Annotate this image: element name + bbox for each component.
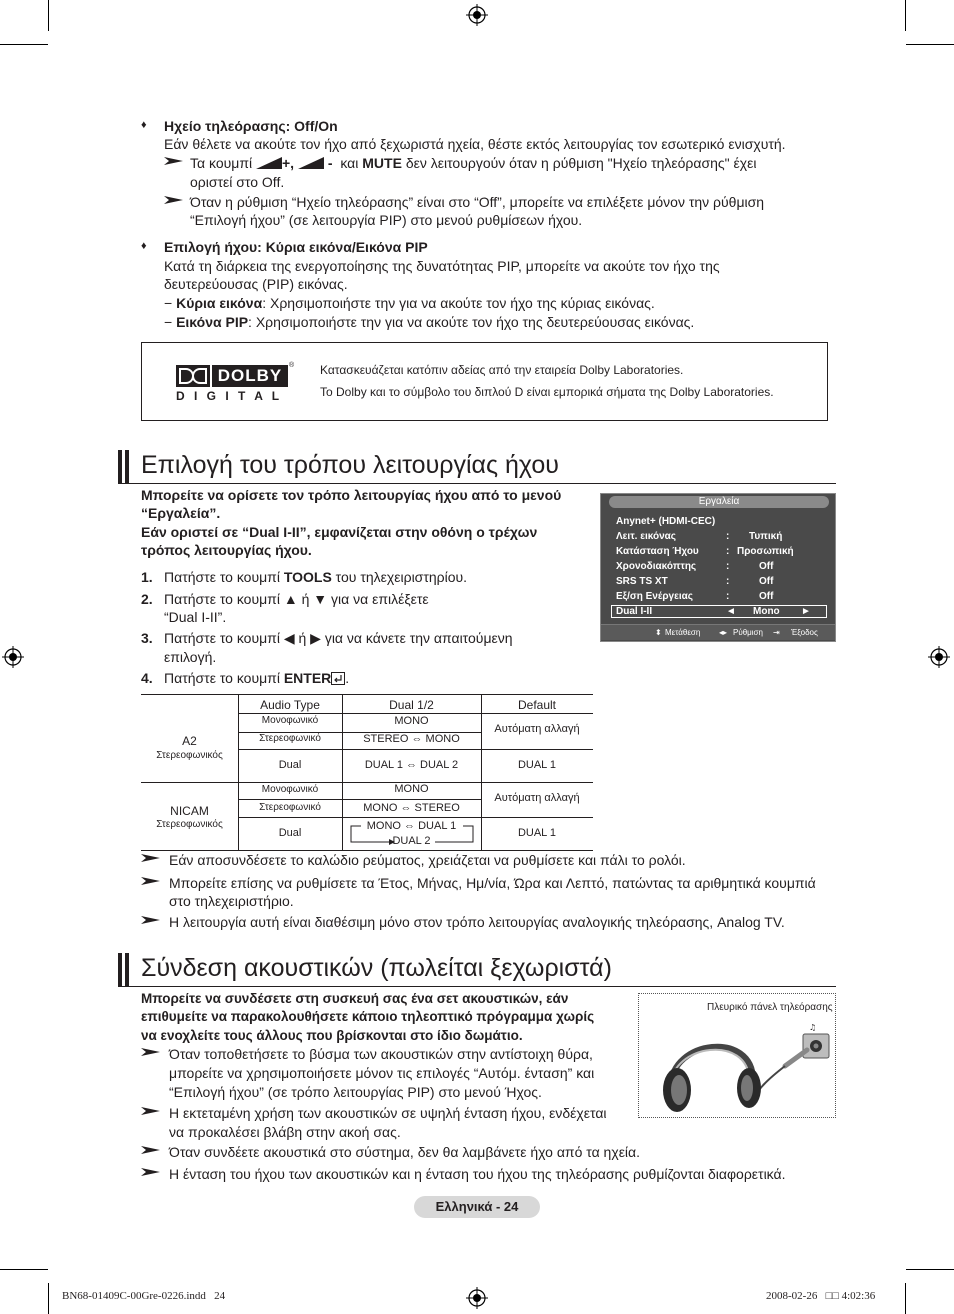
crop-mark (0, 44, 48, 45)
menu-footer (601, 624, 835, 640)
table-row-line (238, 799, 481, 800)
volume-up-icon (256, 157, 282, 169)
headphone-illustration-box (638, 993, 836, 1118)
menu-item-sep: : (726, 591, 730, 602)
dash-item: − Κύρια εικόνα: Χρησιμοποιήστε την για να ακούτε τον ήχο της κύριας εικόνας. (164, 295, 655, 311)
crop-mark (906, 44, 954, 45)
svg-text:♫: ♫ (809, 1023, 817, 1032)
menu-item-value: Off (759, 576, 774, 587)
note-text: Τα κουμπί (190, 155, 253, 171)
exit-icon: ⇥ (773, 628, 780, 637)
item-title: Ηχείο τηλεόρασης: Off/On (164, 118, 338, 134)
table-header-cell (141, 694, 238, 714)
right-arrow-icon[interactable]: ► (801, 606, 811, 617)
table-cell: Μονοφωνικό (261, 784, 319, 795)
table-cell: MONO ⇔ DUAL 1 (366, 820, 457, 832)
menu-item-label: SRS TS XT (616, 576, 668, 587)
note-line: οριστεί στο Off. (190, 174, 285, 190)
table-header-cell: Default (481, 694, 593, 714)
note-line: Όταν τοποθετήσετε το βύσμα των ακουστικών στην αντίστοιχη θύρα, (169, 1046, 593, 1062)
step-number: 3. (141, 630, 153, 646)
dash-item-term: Κύρια εικόνα (176, 295, 263, 311)
crop-mark (0, 1269, 48, 1270)
menu-item-sep: : (726, 546, 730, 557)
table-cell: DUAL 2 (392, 835, 431, 847)
step-line: “Dual I-II”. (164, 609, 227, 625)
minus-label: - (327, 155, 333, 171)
note-line: μπορείτε να χρησιμοποιήσετε μόνον τις επιλογές “Αυτόμ. ένταση” και (169, 1065, 595, 1081)
page-title: Επιλογή του τρόπου λειτουργίας ήχου (141, 451, 559, 479)
table-cell: DUAL 1 (517, 827, 557, 839)
note-arrow-icon (141, 876, 161, 886)
table-cell: MONO (394, 783, 429, 795)
step-text: του τηλεχειριστηρίου. (331, 569, 468, 585)
registration-mark-icon (928, 646, 950, 668)
step-line (141, 629, 513, 648)
step-number: 1. (141, 569, 153, 585)
tools-key-label: TOOLS (283, 569, 332, 585)
table-header-cell: Audio Type (238, 694, 342, 714)
note-line: Όταν η ρύθμιση “Ηχείο τηλεόρασης” είναι στο “Off”, μπορείτε να επιλέξετε μόνον την ρύθμιση (190, 194, 765, 210)
menu-item-label: Χρονοδιακόπτης (616, 561, 697, 572)
note-line: “Επιλογή ήχου” (σε τρόπο λειτουργίας PIP) στο μενού Ήχος. (169, 1084, 542, 1100)
table-cell: MONO (394, 715, 429, 727)
note-line: Η ένταση του ήχου των ακουστικών και η ένταση του ήχου της τηλεόρασης ρυθμίζονται διαφορετικά. (169, 1166, 786, 1182)
menu-footer-adjust: Ρύθμιση (733, 628, 763, 637)
step-number: 2. (141, 591, 153, 607)
menu-item-value: Τυπική (749, 531, 783, 542)
updown-icon: ⬍ (655, 628, 662, 637)
menu-item-label: Κατάσταση Ήχου (616, 546, 699, 557)
diamond-bullet-icon: ♦ (141, 240, 147, 252)
step-number: 4. (141, 670, 153, 686)
note-text: και (340, 155, 359, 171)
table-cell: DUAL 1 ⇔ DUAL 2 (364, 759, 459, 771)
note-arrow-icon (141, 1167, 161, 1177)
table-cell: STEREO ⇔ MONO (363, 733, 460, 745)
crop-mark (906, 1269, 954, 1270)
crop-mark (48, 1283, 49, 1314)
note-line: Η εκτεταμένη χρήση των ακουστικών σε υψηλή ένταση ήχου, ενδέχεται (169, 1105, 607, 1121)
dash-item-text: : Χρησιμοποιήστε την για να ακούτε τον ήχο της κύριας εικόνας. (262, 295, 655, 311)
section-heading (118, 450, 836, 484)
heading-bars (118, 953, 132, 987)
step-line (141, 568, 467, 587)
section-title: Σύνδεση ακουστικών (πωλείται ξεχωριστά) (141, 954, 612, 982)
note-line (190, 154, 756, 173)
dash-item-text: : Χρησιμοποιήστε την για να ακούτε τον ήχο της δευτερεύουσας εικόνας. (248, 314, 695, 330)
dash-item: − Εικόνα PIP: Χρησιμοποιήστε την για να ακούτε τον ήχο της δευτερεύουσας εικόνας. (164, 314, 695, 330)
dolby-text-line: Κατασκευάζεται κατόπιν αδείας από την εταιρεία Dolby Laboratories. (320, 363, 684, 377)
table-row-line (238, 749, 593, 750)
table-cell: Στερεοφωνικό (259, 733, 321, 744)
note-line: Εάν αποσυνδέσετε το καλώδιο ρεύματος, χρειάζεται να ρυθμίσετε και πάλι το ρολόι. (169, 852, 686, 868)
dolby-logo (176, 362, 296, 403)
note-line: στο τηλεχειριστήριο. (169, 893, 294, 909)
intro-text: να ενοχλείτε τους άλλους που βρίσκονται στο ίδιο δωμάτιο. (141, 1028, 523, 1043)
intro-text: επιθυμείτε να παρακολουθήσετε κάποιο τηλεοπτικό πρόγραμμα χωρίς (141, 1009, 595, 1024)
enter-key-label: ENTER (283, 670, 332, 686)
table-row-line (238, 817, 593, 818)
note-text: δεν λειτουργούν όταν η ρύθμιση "Ηχείο τηλεόρασης" έχει (405, 155, 757, 171)
dolby-text-line: Το Dolby και το σύμβολο του διπλού D είναι εμπορικά σήματα της Dolby Laboratories. (320, 385, 774, 399)
section-heading (118, 953, 836, 987)
table-cell: Στερεοφωνικός (156, 819, 223, 830)
paragraph: δευτερεύουσας (PIP) εικόνας. (164, 276, 348, 292)
dolby-word: DOLBY (212, 365, 288, 387)
menu-item-label: Anynet+ (HDMI-CEC) (616, 516, 716, 527)
note-arrow-icon (164, 156, 184, 166)
print-file-info: BN68-01409C-00Gre-0226.indd 24 (62, 1290, 226, 1302)
plus-label: +, (282, 155, 295, 171)
registered-mark: ® (289, 362, 295, 369)
note-arrow-icon (141, 853, 161, 863)
crop-mark (905, 0, 906, 31)
dolby-notice-box (141, 342, 828, 421)
menu-item-label: Dual I-II (616, 606, 653, 617)
dolby-digital-word: D I G I T A L (176, 389, 283, 403)
left-arrow-icon[interactable]: ◄ (726, 606, 736, 617)
menu-title: Εργαλεία (609, 496, 829, 508)
note-line: “Επιλογή ήχου” (σε λειτουργία PIP) στο μενού ρυθμίσεων ήχου. (190, 212, 583, 228)
paragraph: Εάν θέλετε να ακούτε τον ήχο από ξεχωριστά ηχεία, θέστε εκτός λειτουργίας τον εσωτερικό ενισχυτή. (164, 136, 786, 152)
note-arrow-icon (141, 915, 161, 925)
step-line (141, 590, 429, 609)
note-line: να προκαλέσει βλάβη στην ακοή σας. (169, 1124, 401, 1140)
crop-mark (48, 0, 49, 31)
table-cell: NICAM (170, 804, 209, 818)
note-arrow-icon (164, 195, 184, 205)
step-text: Πατήστε το κουμπί ▲ ή ▼ για να επιλέξετε (164, 591, 429, 607)
menu-item-sep: : (726, 531, 730, 542)
item-title: Επιλογή ήχου: Κύρια εικόνα/Εικόνα PIP (164, 239, 428, 255)
leftright-icon: ◂▸ (719, 628, 728, 637)
note-arrow-icon (141, 1106, 161, 1116)
table-cell: MONO ⇔ STEREO (363, 802, 460, 814)
menu-item-label: Εξ/ση Ενέργειας (616, 591, 693, 602)
menu-item-label: Λειτ. εικόνας (616, 531, 676, 542)
intro-text: Μπορείτε να συνδέσετε στη συσκευή σας ένα σετ ακουστικών, εάν (141, 991, 569, 1006)
note-arrow-icon (141, 1145, 161, 1155)
step-line: επιλογή. (164, 649, 217, 665)
registration-mark-icon (466, 4, 488, 26)
mute-label: MUTE (362, 155, 402, 171)
menu-item-sep: : (726, 561, 730, 572)
headphones-icon (657, 1020, 833, 1116)
note-line: Όταν συνδέετε ακουστικά στο σύστημα, δεν θα λαμβάνετε ήχο από τα ηχεία. (169, 1144, 641, 1160)
note-arrow-icon (141, 1047, 161, 1057)
menu-item-value: Off (759, 591, 774, 602)
print-date-info: 2008-02-26 □□ 4:02:36 (766, 1290, 876, 1302)
table-cell: Στερεοφωνικό (259, 802, 321, 813)
step-text: Πατήστε το κουμπί (164, 569, 284, 585)
menu-footer-move: Μετάθεση (665, 628, 701, 637)
table-header-cell: Dual 1/2 (342, 694, 481, 714)
volume-down-icon (298, 157, 324, 169)
table-cell: Αυτόματη αλλαγή (494, 723, 580, 735)
intro-text: τρόπος λειτουργίας ήχου. (141, 542, 312, 558)
table-cell: A2 (182, 734, 197, 748)
intro-text: Εάν οριστεί σε “Dual I-II”, εμφανίζεται στην οθόνη ο τρέχων (141, 524, 538, 540)
note-line: Μπορείτε επίσης να ρυθμίσετε τα Έτος, Μήνας, Ημ/νία, Ώρα και Λεπτό, πατώντας τα αριθμητικά κουμπιά (169, 875, 816, 891)
menu-item-value: Mono (753, 606, 780, 617)
menu-item-value: Προσωπική (737, 546, 794, 557)
note-line: Η λειτουργία αυτή είναι διαθέσιμη μόνο στον τρόπο λειτουργίας αναλογικής τηλεόρασης, Analog TV. (169, 914, 785, 930)
double-d-icon (176, 365, 210, 387)
audio-table (141, 694, 593, 851)
table-cell: Μονοφωνικό (261, 715, 319, 726)
menu-item-sep: : (726, 576, 730, 587)
step-text: Πατήστε το κουμπί ◀ ή ▶ για να κάνετε την απαιτούμενη (164, 630, 513, 646)
heading-bars (118, 450, 132, 484)
step-text: Πατήστε το κουμπί (164, 670, 284, 686)
page-number-badge: Ελληνικά - 24 (414, 1196, 540, 1218)
paragraph: Κατά τη διάρκεια της ενεργοποίησης της δυνατότητας PIP, μπορείτε να ακούτε τον ήχο της (164, 258, 720, 274)
diamond-bullet-icon: ♦ (141, 119, 147, 131)
table-cell: DUAL 1 (517, 759, 557, 771)
table-cell: Στερεοφωνικός (156, 750, 223, 761)
crop-mark (905, 1283, 906, 1314)
step-text: . (345, 670, 350, 686)
table-cell: Αυτόματη αλλαγή (494, 792, 580, 804)
table-cell: Dual (278, 759, 302, 771)
intro-text: Μπορείτε να ορίσετε τον τρόπο λειτουργίας ήχου από το μενού (141, 487, 562, 503)
intro-text: “Εργαλεία”. (141, 505, 221, 521)
tools-menu (600, 493, 836, 642)
registration-mark-icon (466, 1287, 488, 1309)
step-line (141, 669, 349, 688)
dash-item-term: Εικόνα PIP (176, 314, 249, 330)
menu-item-value: Off (759, 561, 774, 572)
enter-icon (331, 672, 345, 685)
menu-footer-exit: Έξοδος (791, 628, 818, 637)
panel-label: Πλευρικό πάνελ τηλεόρασης (707, 1002, 833, 1013)
registration-mark-icon (2, 646, 24, 668)
table-cell: Dual (278, 827, 302, 839)
